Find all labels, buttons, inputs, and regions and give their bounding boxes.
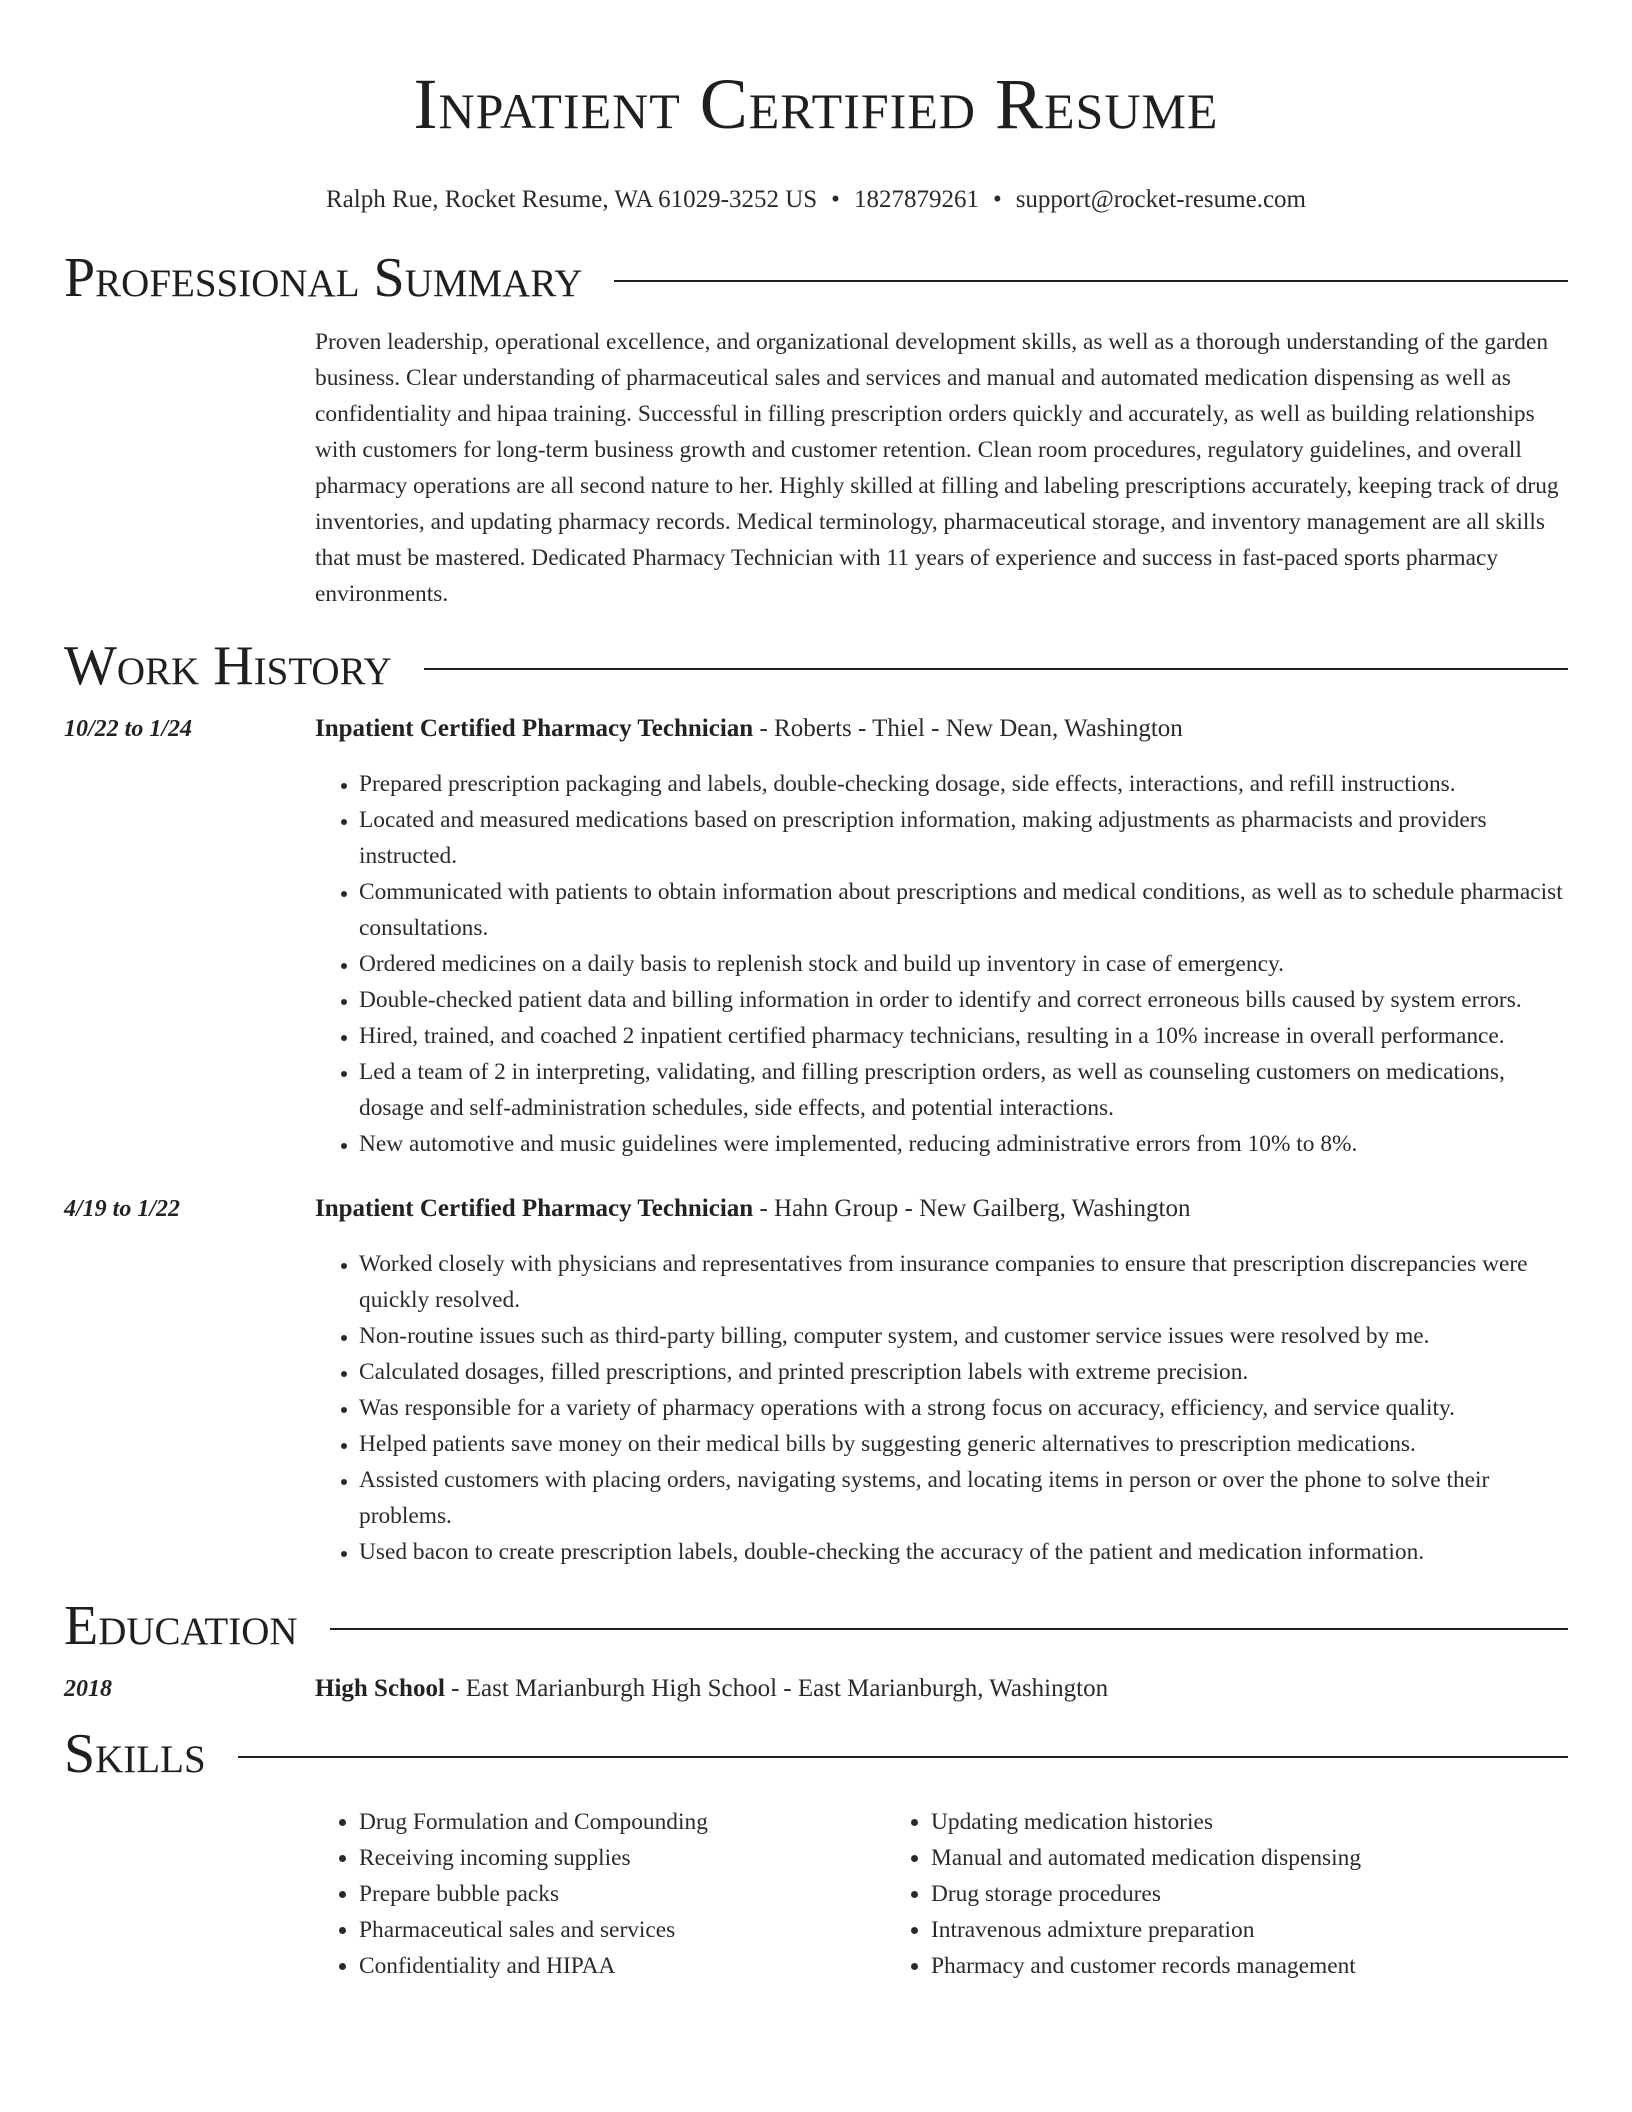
summary-heading: Professional Summary <box>64 247 583 309</box>
list-item: • Drug storage procedures <box>931 1876 1457 1912</box>
list-item: • Was responsible for a variety of pharmacy operations with a strong focus on accuracy, efficiency, and service quality. <box>359 1390 1568 1426</box>
contact-separator: • <box>831 186 840 213</box>
list-item: • New automotive and music guidelines were implemented, reducing administrative errors from 10% to 8%. <box>359 1126 1568 1162</box>
list-item: • Receiving incoming supplies <box>359 1840 887 1876</box>
contact-line <box>64 184 1568 216</box>
list-item: • Pharmaceutical sales and services <box>359 1912 887 1948</box>
contact-email[interactable]: support@rocket-resume.com <box>1015 186 1306 213</box>
job-employer: - Hahn Group - New Gailberg, Washington <box>753 1195 1191 1222</box>
contact-separator: • <box>992 186 1002 213</box>
list-item: • Intravenous admixture preparation <box>931 1912 1457 1948</box>
skills-heading: Skills <box>64 1723 206 1785</box>
education-section-header <box>64 1592 1568 1660</box>
list-item: • Helped patients save money on their medical bills by suggesting generic alternatives to prescription medications. <box>359 1426 1568 1462</box>
job-dates: 4/19 to 1/22 <box>64 1196 181 1222</box>
job-dates: 10/22 to 1/24 <box>64 716 193 742</box>
skills-column-left <box>315 1804 887 1984</box>
job-header <box>64 712 1568 746</box>
section-divider <box>614 280 1568 282</box>
list-item: • Non-routine issues such as third-party billing, computer system, and customer service issues were resolved by me. <box>359 1318 1568 1354</box>
job-bullets <box>315 766 1568 1162</box>
summary-section-header <box>64 244 1568 312</box>
education-degree: High School <box>315 1675 445 1702</box>
summary-text: Proven leadership, operational excellence, and organizational development skills, as well as a thorough understanding of the garden business. Clear understanding of pharmaceutical sales and services and manual and automated medication dispensing as well as confidentiality and hipaa training. Successful in filling prescription orders quickly and accurately, as well as building relationships with customers for long-term business growth and customer retention. Clean room procedures, regulatory guidelines, and overall pharmacy operations are all second nature to her. Highly skilled at filling and labeling prescriptions accurately, keeping track of drug inventories, and updating pharmacy records. Medical terminology, pharmaceutical storage, and inventory management are all skills that must be mastered. Dedicated Pharmacy Technician with 11 years of experience and success in fast-paced sports pharmacy environments. <box>315 329 1559 607</box>
job-header <box>64 1192 1568 1226</box>
education-entry <box>64 1672 1568 1706</box>
contact-phone: 1827879261 <box>853 186 979 213</box>
work-heading: Work History <box>64 635 392 697</box>
list-item: • Updating medication histories <box>931 1804 1457 1840</box>
list-item: • Confidentiality and HIPAA <box>359 1948 887 1984</box>
job-entry <box>64 1192 1568 1570</box>
list-item: • Ordered medicines on a daily basis to replenish stock and build up inventory in case of emergency. <box>359 946 1568 982</box>
section-divider <box>424 668 1568 670</box>
skills-column-right <box>887 1804 1457 1984</box>
list-item: • Calculated dosages, filled prescriptions, and printed prescription labels with extreme precision. <box>359 1354 1568 1390</box>
education-year: 2018 <box>64 1676 112 1702</box>
list-item: • Double-checked patient data and billing information in order to identify and correct erroneous bills caused by system errors. <box>359 982 1568 1018</box>
education-school: - East Marianburgh High School - East Marianburgh, Washington <box>444 1675 1109 1702</box>
education-heading: Education <box>64 1595 298 1657</box>
list-item: • Hired, trained, and coached 2 inpatient certified pharmacy technicians, resulting in a 10% increase in overall performance. <box>359 1018 1568 1054</box>
work-section-header <box>64 632 1568 700</box>
list-item: • Communicated with patients to obtain information about prescriptions and medical conditions, as well as to schedule pharmacist consultations. <box>359 874 1568 946</box>
skills-section-header <box>64 1720 1568 1788</box>
job-employer: - Roberts - Thiel - New Dean, Washington <box>753 715 1183 742</box>
list-item: • Drug Formulation and Compounding <box>359 1804 887 1840</box>
list-item: • Used bacon to create prescription labels, double-checking the accuracy of the patient and medication information. <box>359 1534 1568 1570</box>
section-divider <box>238 1756 1568 1758</box>
job-title: Inpatient Certified Pharmacy Technician <box>315 1195 754 1222</box>
list-item: • Located and measured medications based on prescription information, making adjustments as pharmacists and providers instructed. <box>359 802 1568 874</box>
list-item: • Prepare bubble packs <box>359 1876 887 1912</box>
resume-title: Inpatient Certified Resume <box>413 64 1219 144</box>
list-item: • Worked closely with physicians and representatives from insurance companies to ensure that prescription discrepancies were quickly resolved. <box>359 1246 1568 1318</box>
list-item: • Assisted customers with placing orders, navigating systems, and locating items in person or over the phone to solve their problems. <box>359 1462 1568 1534</box>
skills-list <box>315 1804 1568 1984</box>
job-entry <box>64 712 1568 1162</box>
section-divider <box>330 1628 1568 1630</box>
list-item: • Pharmacy and customer records management <box>931 1948 1457 1984</box>
list-item: • Manual and automated medication dispensing <box>931 1840 1457 1876</box>
list-item: • Prepared prescription packaging and labels, double-checking dosage, side effects, interactions, and refill instructions. <box>359 766 1568 802</box>
contact-address: Ralph Rue, Rocket Resume, WA 61029-3252 US <box>325 186 818 213</box>
job-bullets <box>315 1246 1568 1570</box>
list-item: • Led a team of 2 in interpreting, validating, and filling prescription orders, as well as counseling customers on medications, dosage and self-administration schedules, side effects, and potential interactions. <box>359 1054 1568 1126</box>
job-title: Inpatient Certified Pharmacy Technician <box>315 715 754 742</box>
